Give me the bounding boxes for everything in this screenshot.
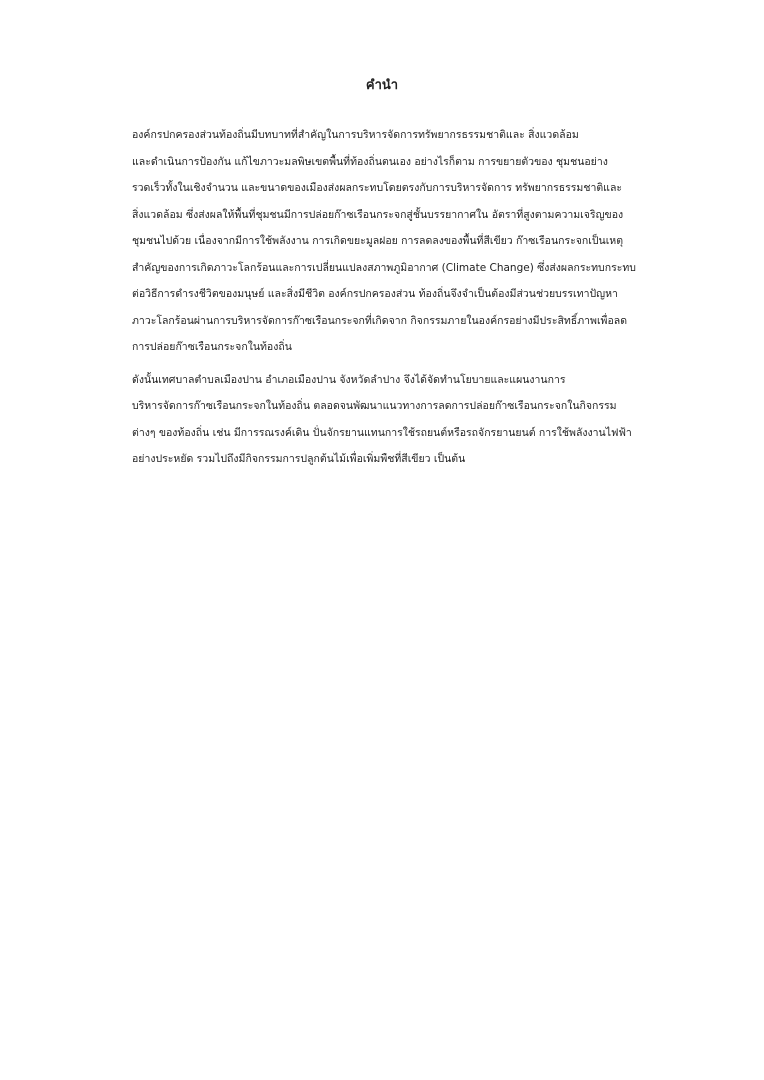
- page-title: คำนำ: [365, 78, 399, 93]
- paragraph-line: ต่างๆ ของท้องถิ่น เช่น มีการรณรงค์เดิน ปั่นจักรยานแทนการใช้รถยนต์หรือรถจักรยานยนต์ การใช้พลังงานไฟฟ้า: [132, 426, 632, 439]
- paragraph-line: การปล่อยก๊าซเรือนกระจกในท้องถิ่น: [132, 341, 292, 353]
- paragraph-line: อย่างประหยัด รวมไปถึงมีกิจกรรมการปลูกต้นไม้เพื่อเพิ่มพืชที่สีเขียว เป็นต้น: [132, 453, 466, 465]
- document-body: [80, 122, 690, 479]
- paragraph-2: [80, 367, 690, 473]
- paragraph-1: [80, 122, 690, 361]
- paragraph-line: ชุมชนไปด้วย เนื่องจากมีการใช้พลังงาน การเกิดขยะมูลฝอย การลดลงของพื้นที่สีเขียว ก๊าซเรือนกระจกเป็นเหตุ: [132, 235, 624, 247]
- paragraph-line: ดังนั้นเทศบาลตำบลเมืองปาน อำเภอเมืองปาน จังหวัดลำปาง จึงได้จัดทำนโยบายและแผนงานการ: [132, 373, 566, 386]
- paragraph-line: สิ่งแวดล้อม ซึ่งส่งผลให้พื้นที่ชุมชนมีการปล่อยก๊าซเรือนกระจกสู่ชั้นบรรยากาศใน อัตราที่สูงตามความเจริญของ: [132, 208, 624, 221]
- paragraph-line: รวดเร็วทั้งในเชิงจำนวน และขนาดของเมืองส่งผลกระทบโดยตรงกับการบริหารจัดการ ทรัพยากรธรรมชาติและ: [132, 182, 623, 194]
- paragraph-line: บริหารจัดการก๊าซเรือนกระจกในท้องถิ่น ตลอดจนพัฒนาแนวทางการลดการปล่อยก๊าซเรือนกระจกในกิจกรรม: [132, 400, 617, 412]
- paragraph-line: ต่อวิธีการดำรงชีวิตของมนุษย์ และสิ่งมีชีวิต องค์กรปกครองส่วน ท้องถิ่นจึงจำเป็นต้องมีส่วนช่วยบรรเทาปัญหา: [132, 288, 618, 300]
- paragraph-line: ภาวะโลกร้อนผ่านการบริหารจัดการก๊าซเรือนกระจกที่เกิดจาก กิจกรรมภายในองค์กรอย่างมีประสิทธิ์ภาพเพื่อลด: [132, 314, 628, 327]
- paragraph-line: องค์กรปกครองส่วนท้องถิ่นมีบทบาทที่สำคัญในการบริหารจัดการทรัพยากรธรรมชาติและ สิ่งแวดล้อม: [132, 129, 579, 141]
- paragraph-line: สำคัญของการเกิดภาวะโลกร้อนและการเปลี่ยนแปลงสภาพภูมิอากาศ (Climate Change) ซึ่งส่งผลกระทบกระทบ: [132, 261, 636, 274]
- paragraph-line: และดำเนินการป้องกัน แก้ไขภาวะมลพิษเขตพื้นที่ท้องถิ่นตนเอง อย่างไรก็ตาม การขยายตัวของ ชุมชนอย่าง: [132, 155, 608, 168]
